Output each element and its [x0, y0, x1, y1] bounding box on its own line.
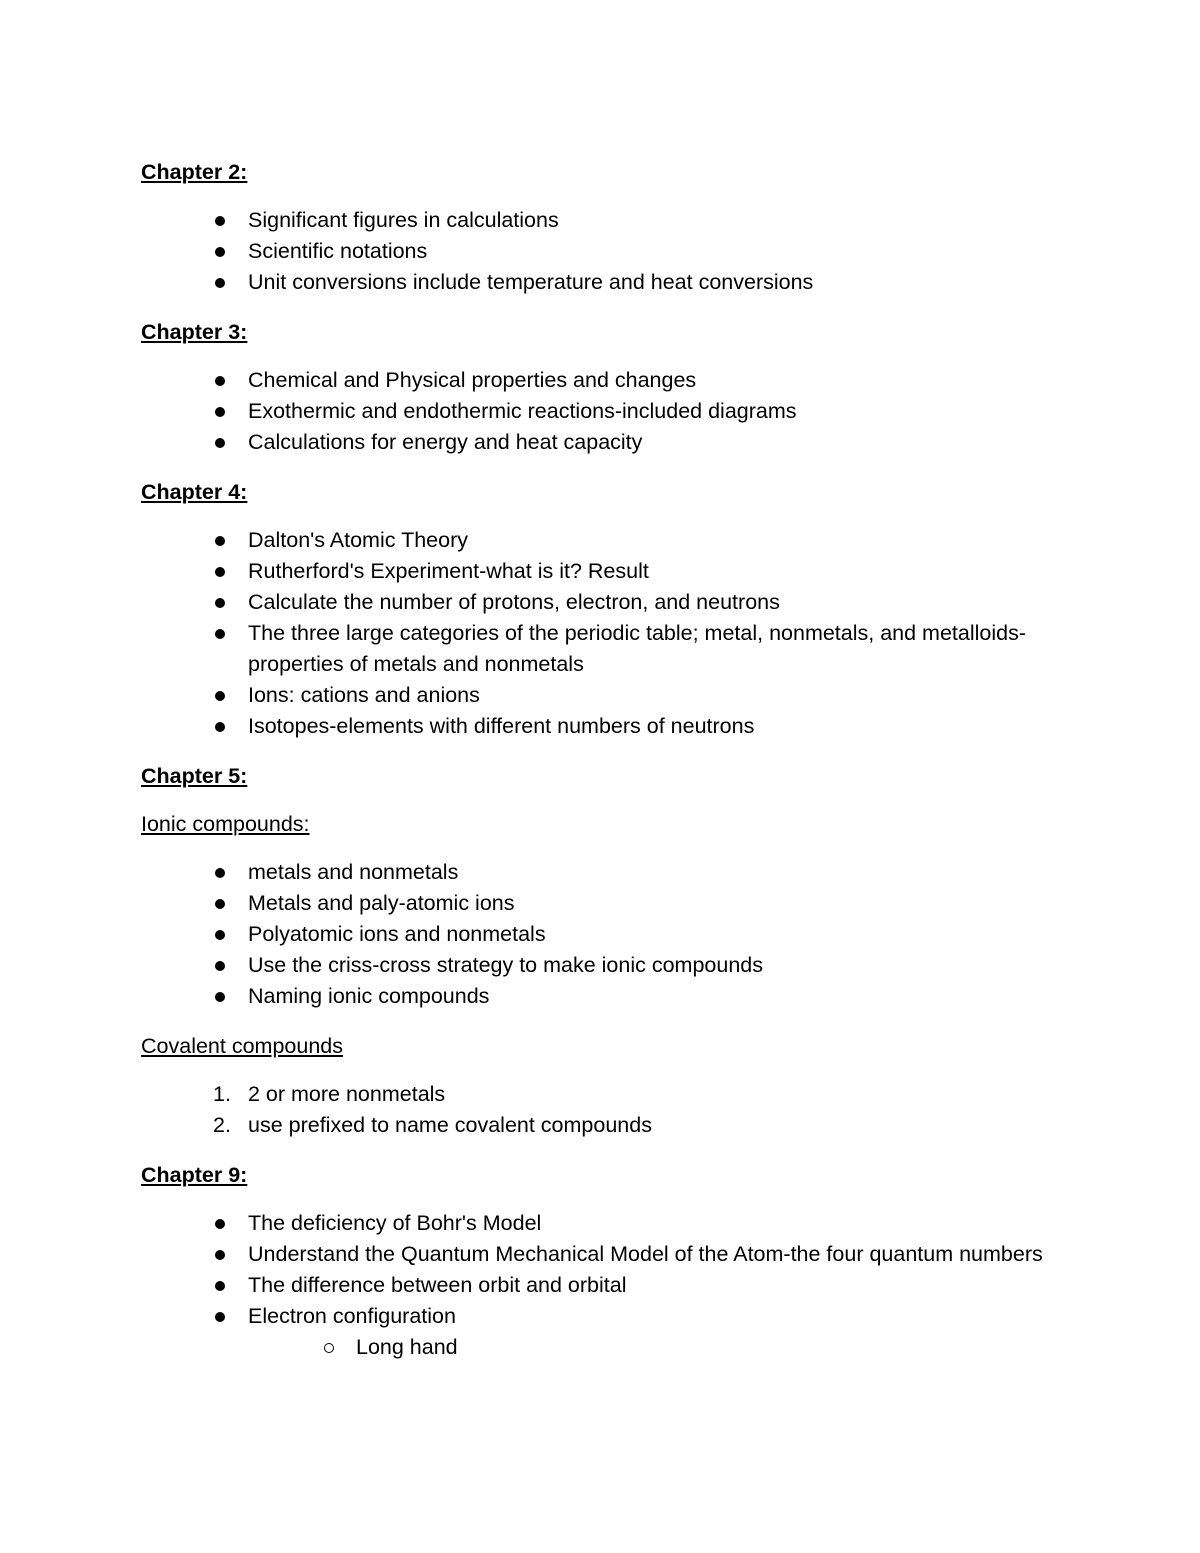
- bullet-icon: [215, 278, 225, 288]
- list-item: 2. use prefixed to name covalent compounds: [141, 1110, 1048, 1141]
- list-item: Exothermic and endothermic reactions-included diagrams: [141, 396, 1048, 427]
- electron-configuration-sublist: [141, 1332, 1041, 1363]
- bullet-icon: [215, 567, 225, 577]
- list-number: 2.: [213, 1113, 231, 1137]
- list-item: Isotopes-elements with different numbers of neutrons: [141, 711, 1048, 742]
- bullet-icon: [215, 438, 225, 448]
- bullet-icon: [215, 868, 225, 878]
- list-item: Ions: cations and anions: [141, 680, 1048, 711]
- bullet-icon: [215, 629, 225, 639]
- chapter-2-list: [141, 205, 1041, 298]
- chapter-9-heading: Chapter 9:: [141, 1163, 248, 1187]
- covalent-compounds-list: [141, 1079, 1041, 1141]
- list-item: Polyatomic ions and nonmetals: [141, 919, 1048, 950]
- bullet-icon: [215, 216, 225, 226]
- bullet-icon: [215, 536, 225, 546]
- bullet-icon: [215, 722, 225, 732]
- covalent-compounds-heading: Covalent compounds: [141, 1034, 343, 1058]
- ionic-compounds-list: [141, 857, 1041, 1012]
- bullet-icon: [215, 930, 225, 940]
- list-item: Calculate the number of protons, electron, and neutrons: [141, 587, 1048, 618]
- chapter-3-heading: Chapter 3:: [141, 320, 248, 344]
- bullet-icon: [215, 899, 225, 909]
- bullet-icon: [215, 247, 225, 257]
- bullet-icon: [215, 1281, 225, 1291]
- ionic-compounds-heading: Ionic compounds:: [141, 812, 310, 836]
- chapter-3-list: [141, 365, 1041, 458]
- bullet-icon: [215, 407, 225, 417]
- list-item: The difference between orbit and orbital: [141, 1270, 1048, 1301]
- list-item: Long hand: [141, 1332, 1156, 1363]
- list-item: Significant figures in calculations: [141, 205, 1048, 236]
- list-item: 1. 2 or more nonmetals: [141, 1079, 1048, 1110]
- list-item: Calculations for energy and heat capacity: [141, 427, 1048, 458]
- list-item: The three large categories of the periodic table; metal, nonmetals, and metalloids-properties of metals and nonmetals: [141, 618, 1048, 680]
- list-item: Dalton's Atomic Theory: [141, 525, 1048, 556]
- bullet-icon: [215, 992, 225, 1002]
- list-item: Metals and paly-atomic ions: [141, 888, 1048, 919]
- chapter-9-list: [141, 1208, 1041, 1332]
- list-item: Understand the Quantum Mechanical Model of the Atom-the four quantum numbers: [141, 1239, 1048, 1270]
- chapter-5-heading: Chapter 5:: [141, 764, 248, 788]
- chapter-2-heading: Chapter 2:: [141, 160, 248, 184]
- hollow-bullet-icon: [324, 1343, 334, 1353]
- list-item: Use the criss-cross strategy to make ionic compounds: [141, 950, 1048, 981]
- bullet-icon: [215, 691, 225, 701]
- list-item: The deficiency of Bohr's Model: [141, 1208, 1048, 1239]
- list-item: Unit conversions include temperature and heat conversions: [141, 267, 1048, 298]
- list-number: 1.: [213, 1082, 231, 1106]
- chapter-4-list: [141, 525, 1041, 742]
- list-item: Electron configuration: [141, 1301, 1048, 1332]
- list-item: Naming ionic compounds: [141, 981, 1048, 1012]
- bullet-icon: [215, 1250, 225, 1260]
- bullet-icon: [215, 376, 225, 386]
- list-item: metals and nonmetals: [141, 857, 1048, 888]
- document-page: [141, 157, 1041, 1363]
- bullet-icon: [215, 1312, 225, 1322]
- bullet-icon: [215, 1219, 225, 1229]
- list-item: Scientific notations: [141, 236, 1048, 267]
- list-item: Chemical and Physical properties and changes: [141, 365, 1048, 396]
- bullet-icon: [215, 598, 225, 608]
- chapter-4-heading: Chapter 4:: [141, 480, 248, 504]
- list-item: Rutherford's Experiment-what is it? Result: [141, 556, 1048, 587]
- bullet-icon: [215, 961, 225, 971]
